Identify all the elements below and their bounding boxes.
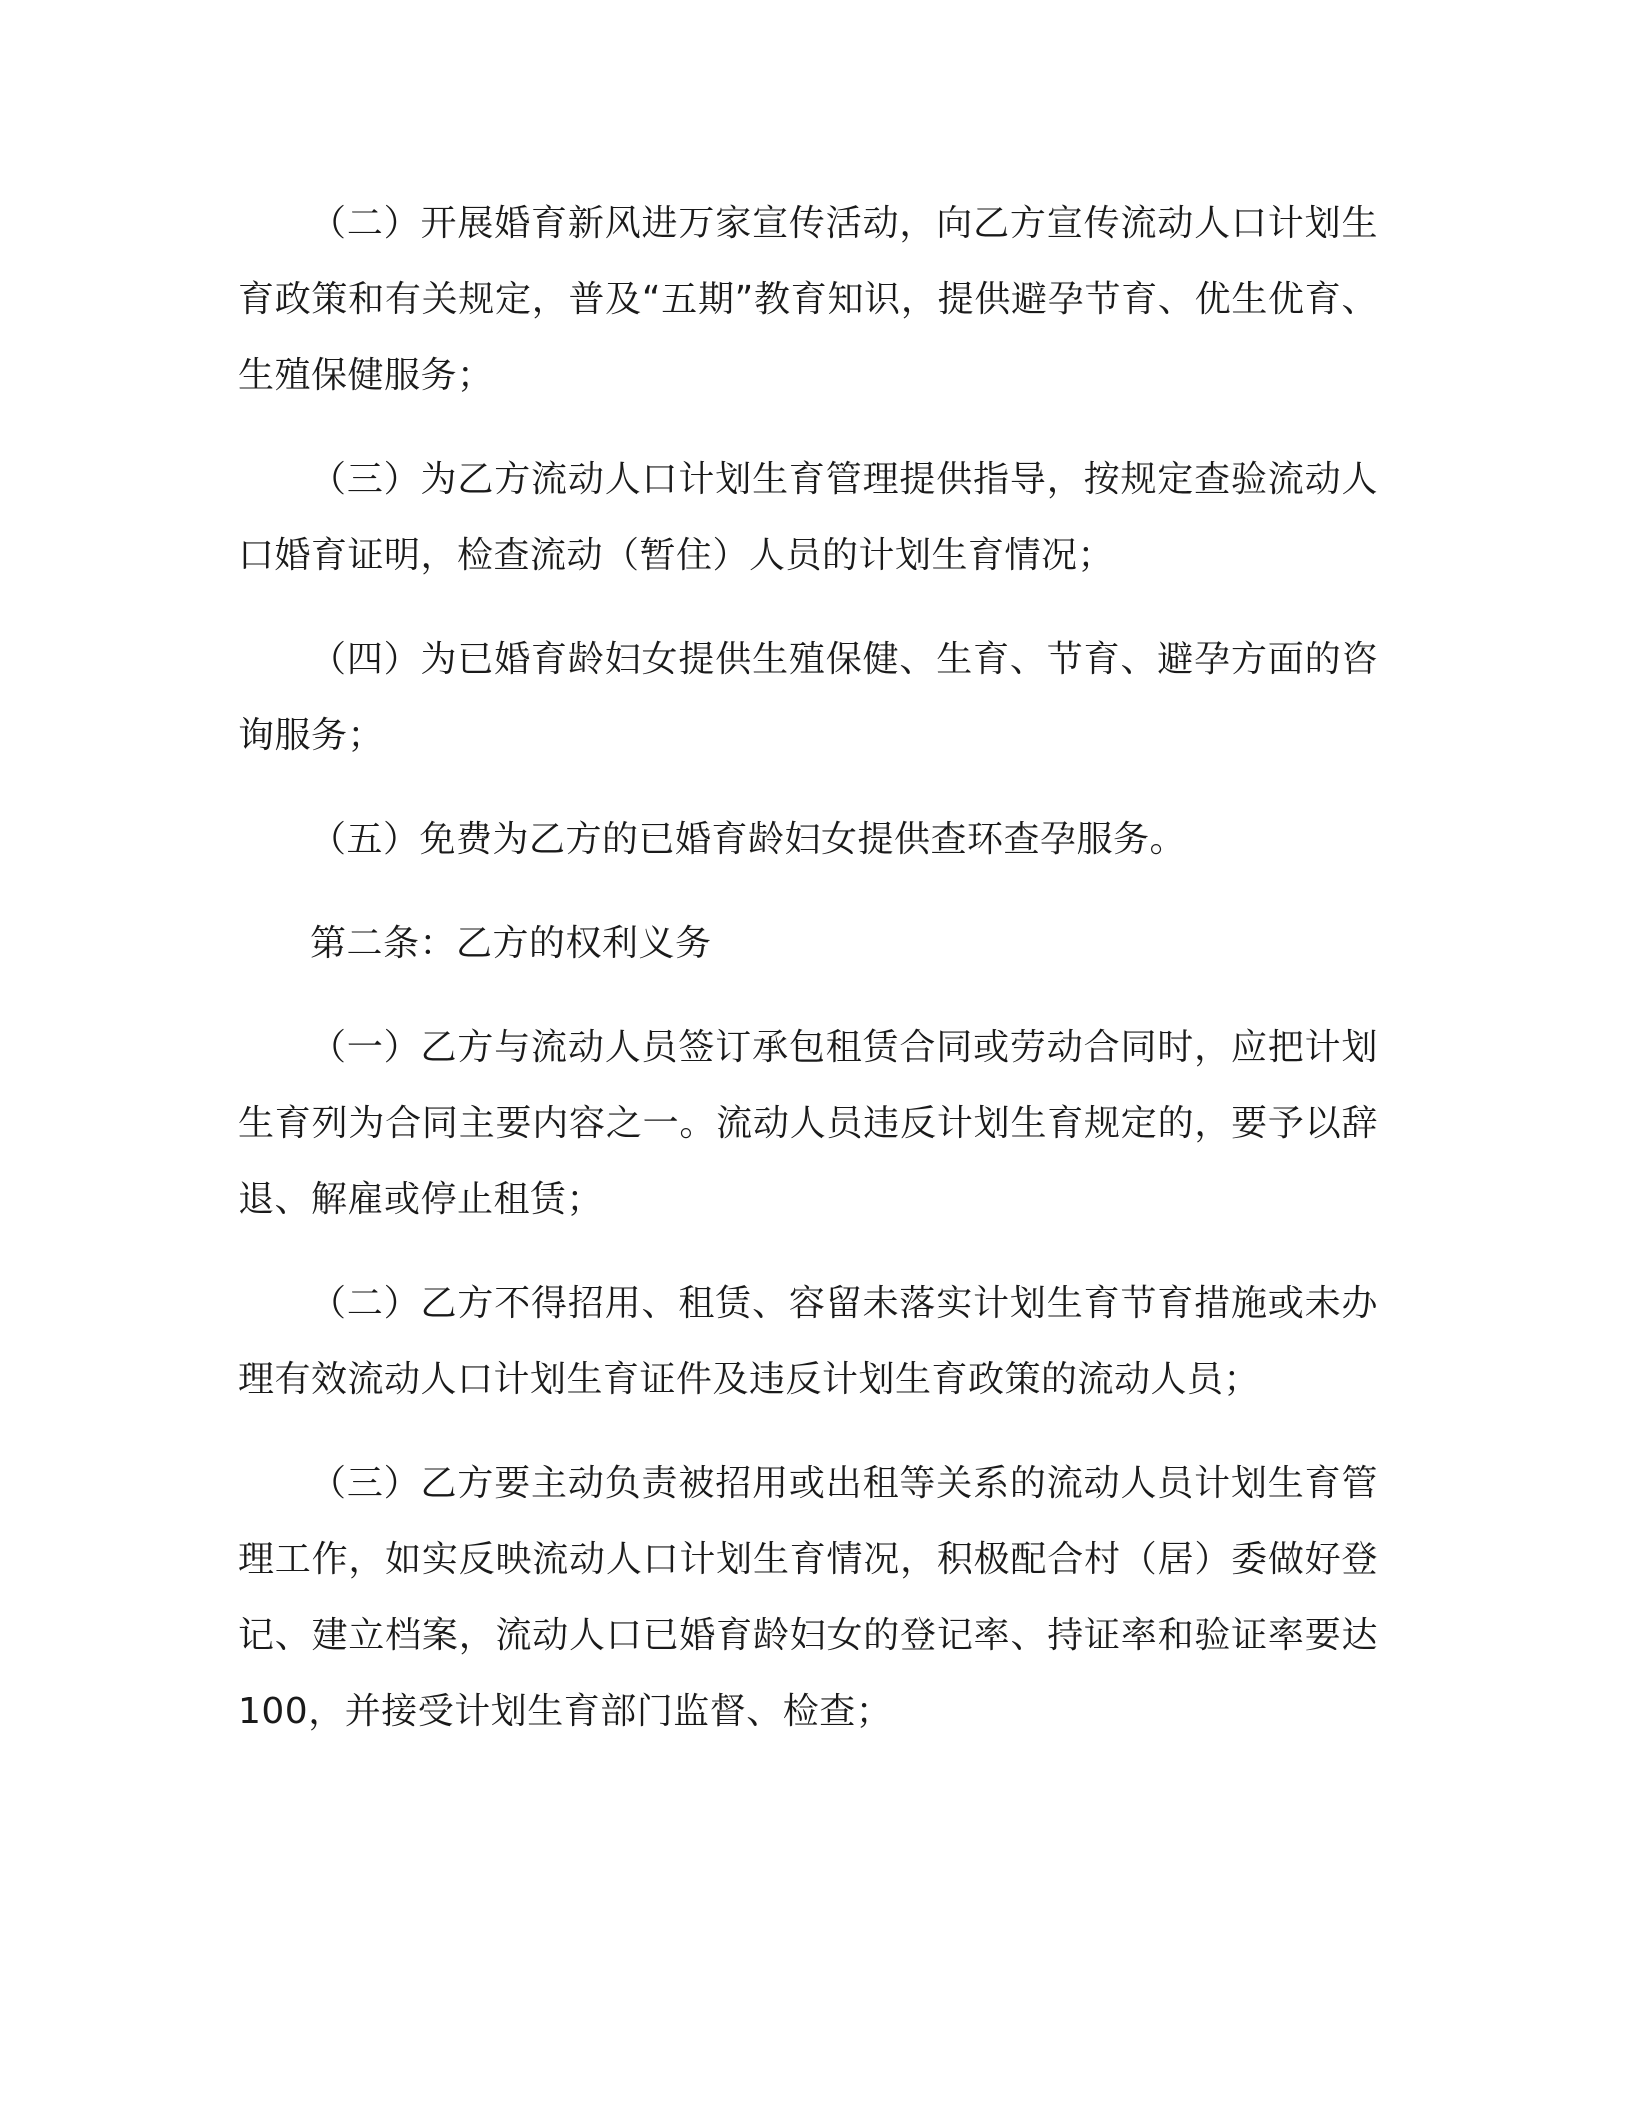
paragraph-party-b-duty-2: （二）乙方不得招用、租赁、容留未落实计划生育节育措施或未办理有效流动人口计划生育证件及违反计划生育政策的流动人员； bbox=[238, 1283, 1378, 1400]
paragraph-party-b-duty-3: （三）乙方要主动负责被招用或出租等关系的流动人员计划生育管理工作，如实反映流动人口计划生育情况，积极配合村（居）委做好登记、建立档案，流动人口已婚育龄妇女的登记率、持证率和验证率要达 100，并接受计划生育部门监督、检查； bbox=[238, 1463, 1378, 1732]
paragraph-party-a-duty-3: （三）为乙方流动人口计划生育管理提供指导，按规定查验流动人口婚育证明，检查流动（暂住）人员的计划生育情况； bbox=[238, 459, 1378, 576]
paragraph-party-a-duty-2: （二）开展婚育新风进万家宣传活动，向乙方宣传流动人口计划生育政策和有关规定，普及“五期”教育知识，提供避孕节育、优生优育、生殖保健服务； bbox=[238, 203, 1378, 396]
paragraph-party-b-duty-1: （一）乙方与流动人员签订承包租赁合同或劳动合同时，应把计划生育列为合同主要内容之一。流动人员违反计划生育规定的，要予以辞退、解雇或停止租赁； bbox=[238, 1027, 1378, 1220]
paragraph-party-a-duty-4: （四）为已婚育龄妇女提供生殖保健、生育、节育、避孕方面的咨询服务； bbox=[238, 639, 1378, 756]
paragraph-party-a-duty-5: （五）免费为乙方的已婚育龄妇女提供查环查孕服务。 bbox=[310, 819, 1187, 860]
document-body bbox=[238, 186, 1378, 1778]
article-2-heading: 第二条：乙方的权利义务 bbox=[310, 923, 712, 964]
